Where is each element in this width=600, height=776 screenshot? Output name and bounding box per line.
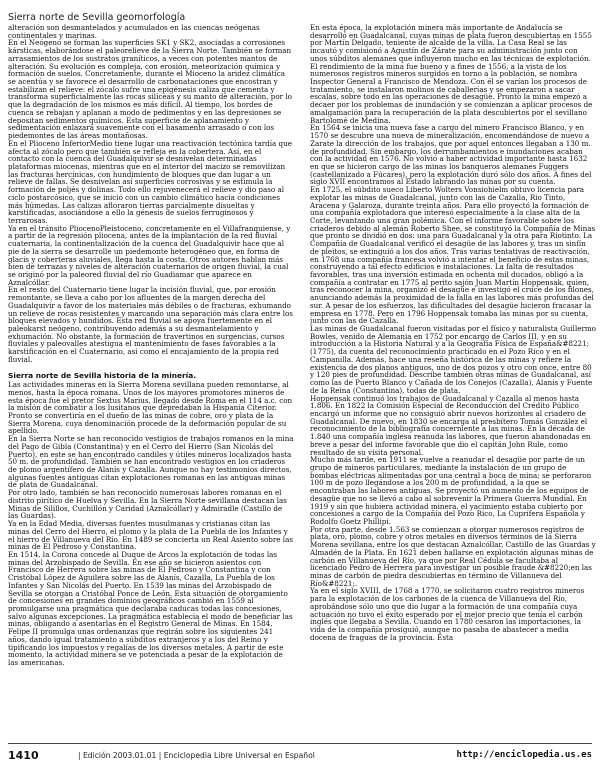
paragraph: Ya en el tránsito PliocenoPleistoceno, concretamente en el Villafranquiense, y a partir de la regresión pliocena, antes de la implantación de la red fluvial cuaternaria, la continentalización de la cuenca del Guadalquivir hace que al pie de la sierra se desarrolle un piedemonte heterogéneo que, en forma de glacis y coberteras aluviales, llega hasta la costa. Otros autores hablan más bien de terrazas y niveles de alteración cuaternarios de origen fluvial, la cual se originó por la paleored fluvial del río Guadiamar que aparece en Aznalcóllar. [8,223,291,287]
paragraph: alteración son desmantelados y acumulados en las cuencas neógenas continentales y marinas. [8,24,260,40]
paragraph: En el resto del Cuaternario tiene lugar la incisión fluvial, que, por erosión remontante, se lleva a cabo por los afluentes de la margen derecha del Guadalquivir a favor de los materiales más débiles o de fracturas, exhumando un relieve de rocas resistentes y marcando una separación más clara entre los bloques elevados y hundidos. Esta red fluvial se apoya fuertemente en el paleokarst neógeno, contribuyendo además a su desmantelamiento y exhumación. No obstante, la formación de travertinos en surgencias, cursos fluviales y paleovalles atestigua el mantenimiento de fases favorables a la karstificación en el Cuaternario, así como el encajamiento de la propia red fluvial. [8,285,293,364]
running-header [8,5,592,21]
paragraph: Las minas de Guadalcanal fueron visitadas por el físico y naturalista Guillermo Bowles, venido de Alemania en 1752 por encargo de Carlos III, y en su introducción a la Historia Natural y a la Geografía Física de España&#8221; (1775), da cuenta del reconocimiento practicado en el Pozo Rico y en el Campanilla. Además, hace una reseña histórica de las minas y refiere la existencia de dos planos antiguos, uno de dos pozos y otro con once, entre 80 y 120 pies de profundidad. Describe también otras minas de Guadalcanal, así como las de Puerto Blanco y Cañada de los Conejos (Cazalla), Alanís y Fuente de la Reina (Constantina), todas de plata. [310,324,596,395]
paragraph: Hoppensak continuó los trabajos de Guadalcanal y Cazalla al menos hasta 1.806. En 1822 la Comisión Especial de Reconducción del Crédito Público encargó un informe que no consiguió abrir nuevos horizontes al criadero de Guadalcanal. De nuevo, en 1830 se encarga al presbítero Tomás González el reconocimiento de la bibliografía concerniente a las minas. En la década de 1.840 una compañía inglesa reanuda las labores, que fueron abandonadas en breve a pesar del informe favorable que dio el capitán John Rule, como resultado de su visita personal. [310,393,591,457]
paragraph: En la Sierra Norte se han reconocido vestigios de trabajos romanos en la mina del Pago de Gibla (Constantina) y en el Cerro del Hierro (San Nicolás del Puerto), en este se han encontrado candiles y útiles mineros localizados hasta 50 m. de profundidad. También se han encontrado vestigios en los criaderos de plomo argentífero de Alanís y Cazalla. Aunque no hay testimonios directos, algunas fuentes antiguas citan explotaciones romanas en las antiguas minas de plata de Guadalcanal. [8,434,294,490]
paragraph: Por otra parte, desde 1.563 se comienzan a otorgar numerosos registros de plata, oro, plomo, cobre y otros metales en diversos términos de la Sierra Morena sevillana, entre los que destacan Aznalcóllar, Castillo de las Guardas y Almadén de la Plata. En 1621 deben hallarse en explotación algunas minas de carbón en Villanueva del Río, ya que por Real Cédula se facultaba al licenciado Pedro de Herrera para investigar un posible fraude &#8220;en las minas de carbón de piedra descubiertas en término de Villanueva del Río&#8221;. [310,524,596,588]
paragraph: En 1725, el súbdito sueco Liberto Wolters Vonsiohielm obtuvo licencia para explotar las minas de Guadalcanal, junto con las de Cazalla, Rio Tinto, Aracena y Galaroza, durante treinta años. Para ello proyectó la formación de una compañía explotadora que interesó especialmente a la clase alta de la Corte, levantando una gran polémica. Con el informe favorable sobre los criaderos debido al alemán Roberto Shee, se constituyó la Compañía de Minas que pronto se dividió en dos: una para Guadalcanal y la otra para Riotinto. La Compañía de Guadalcanal verificó el desagüe de las labores y, tras un sinfín de pleitos, se extinguió a los dos años. Tras varias tentativas de reactivación, en 1768 una compañía francesa volvió a intentar el beneficio de estas minas, construyendo a tal efecto edificios e instalaciones. La falta de resultados favorables, tras una inversión estimada en ochenta mil ducados, obligó a la compañía a contratar en 1775 al perito sajón Juan Martín Hoppensak, quien, tras reconocer la mina, organizó el desagüe e investigó el cruce de los filones, anunciando además la proximidad de la falla en las labores más profundas del sur. A pesar de los esfuerzos, las dificultades del desagüe hicieron fracasar la empresa en 1778. Pero en 1796 Hoppensak tomaba las minas por su cuenta, junto con las de Cazalla. [310,185,596,326]
site-url: http://enciclopedia.us.es [456,750,592,760]
paragraph: En el Plioceno InferiorMedio tiene lugar una reactivación tectónica tardía que afecta al zócalo pero que también se refleja en la cobertera. Así, en el contacto con la cuenca del Guadalquivir se desnivelan determinadas plataformas miocenas, mientras que en el interior del macizo se removilizan las fracturas hercínicas, con hundimiento de bloques que dan lugar a un relieve de fallas. Se desnivelan así superficies corrosivas y se estimula la formación de poljés y dolinas. Todo ello rejuvenecerá el relieve y dio paso al ciclo postarcósico, que se inició con un cambio climático hacia condiciones más húmedas. Las calizas afloraron tierras parcialmente disueltas y karstificadas, asociándose a ello la génesis de suelos ferruginosos y terrarosas. [8,138,292,225]
paragraph: Por otro lado, también se han reconocido numerosas labores romanas en el distrito pirítico de Huelva y Sevilla. En la Sierra Norte sevillana destacan las Minas de Silillos, Cuchillón y Caridad (Aznalcóllar) y Admiradle (Castillo de las Guardas). [8,488,287,521]
paragraph: En esta época, la explotación minera más importante de Andalucía se desarrolló en Guadalcanal, cuyas minas de plata fueron descubiertas en 1555 por Martín Delgado, teniente de alcalde de la villa. La Casa Real se las incautó y comisionó a Agustín de Zárate para su administración junto con unos súbditos alemanes que influyeron mucho en las técnicas de explotación. El rendimiento de la mina fue bueno y a fines de 1556, a la vista de los numerosos registros mineros surgidos en torno a la población, se nombra Inspector General a Francisco de Mendoza. Con él se varían los procesos de tratamiento, se instalaron molinos de caballerías y se empezaron a sacar escalas, sobre todo en las operaciones de desagüe. Pronto la mina empezó a decaer por los problemas de inundación y se comienzan a aplicar procesos de amalgamación para la recuperación de la plata descubiertos por el sevillano Bartolomé de Medina. [310,24,593,125]
page-footer [8,748,592,766]
page-number: 1410 [8,749,39,762]
paragraph: En el Neógeno se forman las superficies SK1 y SK2, asociadas a corrosiones kársticas, elaborándose el paleorelieve de la Sierra Norte. También se forman arrasamientos de los sustratos graníticos, a veces con potentes mantos de alteración. Su evolución es compleja, con erosión, meteorización química y formación de suelos. Concretamente, durante el Mioceno la aridez climática se acentúa y se favorece el desarrollo de carbonataciones que encostran y estabilizan el relieve: el zócalo sufre una epigénesis caliza que cementa y transforma superficialmente las rocas silíceas y su manto de alteración, por lo que la degradación de los mismos es más difícil. Al tiempo, los bordes de cuenca se rebajan y aplanan a modo de pedimentos y en las depresiones se depositan sedimentos químicos. Esta superficie de aplanamiento y sedimentación enlazará suavemente con el basamento arrasado o con los piedemontes de las áreas montañosas. [8,38,292,141]
section-heading: Sierra norte de Sevilla historia de la minería. [8,370,197,380]
paragraph: Mucho más tarde, en 1911 se vuelve a reanudar el desagüe por parte de un grupo de mineros particulares, mediante la instalación de un grupo de bombas eléctricas alimentadas por una central a boca de mina; se perforaron 100 m de pozo llegándose a los 200 m de profundidad, a la que se encontraban las labores antiguas. Se proyectó un aumento de los equipos de desagüe que no se llevó a cabo al sobrevenir la Primera Guerra Mundial. En 1919 y sin que hubiera actividad minera, el yacimiento estaba cubierto por concesiones a cargo de la Compañía del Pozo Rico, La Cuprífera Española y Rodolfo Goetz Phillipi. [310,455,592,526]
paragraph: Ya en el siglo XVIII, de 1768 a 1770, se solicitaron cuatro registros mineros para la explotación de los carbones de la cuenca de Villanueva del Río, aprobándose sólo uno que dio lugar a la formación de una compañía cuya actuación no tuvo el éxito esperado por el mejor precio que tenía el carbón inglés que llegaba a Sevilla. Cuando en 1780 cesaron las importaciones, la vida de la compañía prosiguió, aunque no pasaba de abastecer a media docena de fraguas de la provincia. Esta [310,586,585,642]
paragraph: Las actividades mineras en la Sierra Morena sevillana pueden remontarse, al menos, hasta la época romana. Unos de los mayores promotores mineros de esta época fue el pretor Sextus Marius, llegado desde Roma en el 114 a.c. con la misión de combatir a los lusitanos que depredaban la Hispania Citerior. Pronto se convertiría en el dueño de las minas de cobre, oro y plata de la Sierra Morena, cuya denominación procede de la deformación popular de su apellido. [8,380,293,436]
paragraph: En 1514, la Corona concede al Duque de Arcos la explotación de todas las minas del Arzobispado de Sevilla. En ese año se hicieron asientos con Francisco de Herrera sobre las minas de El Pedroso y Constantina y con Cristóbal López de Aguilera sobre las de Alanís, Cazalla, La Puebla de los Infantes y San Nicolás del Puerto. En 1539 las minas del Arzobispado de Sevilla se otorgan a Cristóbal Ponce de León. Esta situación de otorgamiento de concesiones en grandes dominios geográficos cambió en 1559 al promulgarse una pragmática que declaraba caducas todas las concesiones, salvo algunas excepciones. La pragmática establecía el modo de beneficiar las minas, obligando a asentarlas en el Registro General de Minas. En 1584, Felipe II promulga unas ordenanzas que regirán sobre los siguientes 241 años, dando igual tratamiento a súbditos extranjeros y a los del Reino y tipificando los impuestos y regalías de los diversos metales. A partir de este momento, la actividad minera se ve potenciada a pesar de la explotación de las americanas. [8,549,293,667]
paragraph: Ya en la Edad Media, diversas fuentes musulmanas y cristianas citan las minas del Cerro del Hierro, el plomo y la plata de La Puebla de los Infantes y el hierro de Villanueva del Río. En 1489 se concierta un Real Asiento sobre las minas de El Pedroso y Constantina. [8,519,293,552]
right-column [310,24,596,736]
left-column [8,24,294,736]
footer-rule [8,743,592,744]
header-title: Sierra norte de Sevilla geomorfología [8,12,186,23]
paragraph: En 1564 se inicia una nueva fase a cargo del minero Francisco Blanco, y en 1570 se descubre una nueva de mineralización, encomendándose de nuevo a Zarate la dirección de los trabajos, que por aquel entonces llegaban a 130 m. de profundidad. Sin embargo, los derrumbamientos e inundaciones acaban con la actividad en 1576. No volvió a haber actividad importante hasta 1632 en que se hicieron cargo de las minas los banqueros alemanes Fuggers (castellanizado a Fúcares), pero la explotación duró sólo dos años. A fines del siglo XVII encontramos al Estado labrando las minas por su cuenta. [310,123,592,187]
edition-info: | Edición 2003.01.01 | Enciclopedia Libre Universal en Español [78,751,315,760]
